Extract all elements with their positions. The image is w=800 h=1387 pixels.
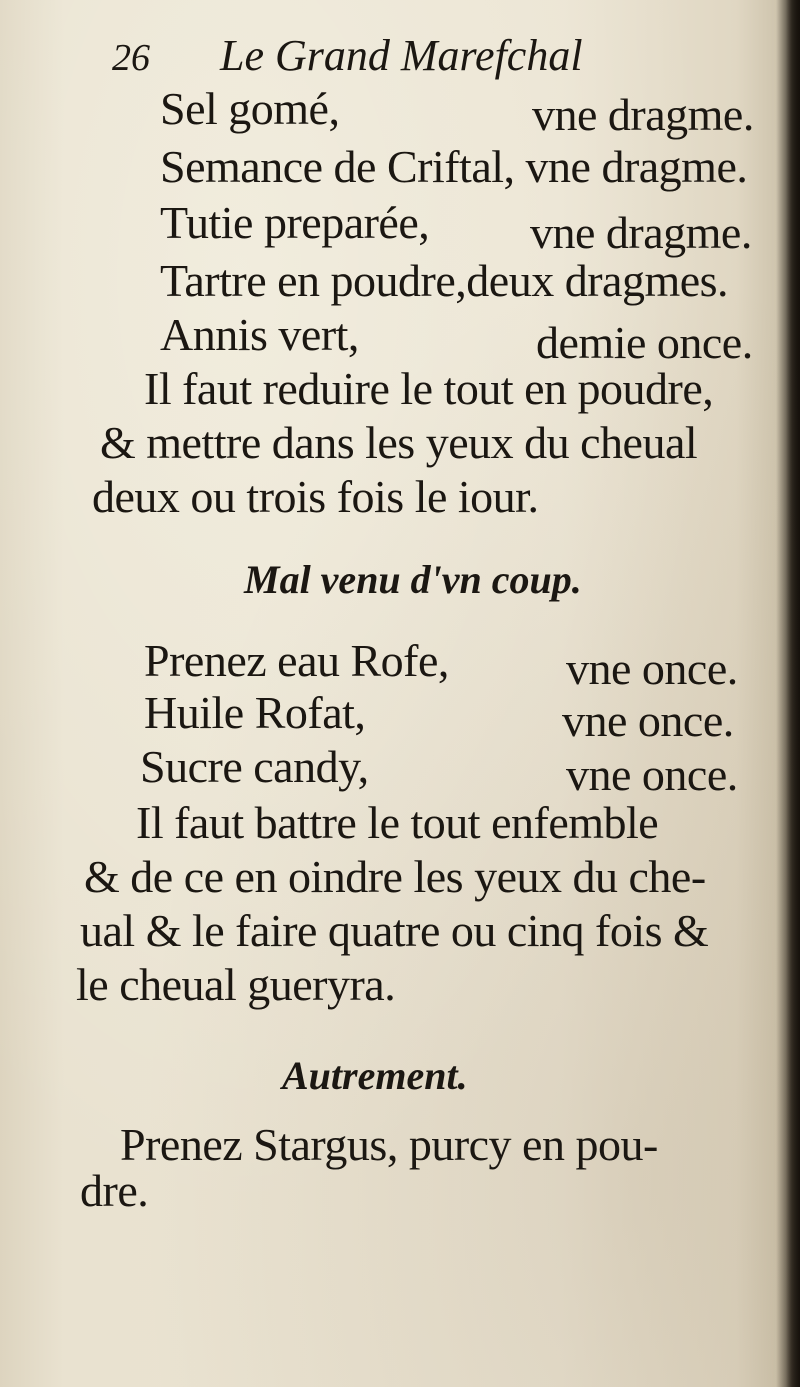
ingredient-7-qty: vne once. <box>562 695 734 746</box>
ingredient-8-qty: vne once. <box>566 749 738 800</box>
page-number: 26 <box>112 37 150 79</box>
ingredient-3-qty: vne dragme. <box>530 207 752 258</box>
ingredient-6-name: Prenez eau Rofe, <box>144 635 449 686</box>
instruction-2-line-2: & de ce en oindre les yeux du che- <box>84 851 706 902</box>
instruction-2-line-1: Il faut battre le tout enfemble <box>136 797 659 848</box>
ingredient-8-name: Sucre candy, <box>140 741 369 792</box>
ingredient-3-name: Tutie preparée, <box>160 197 430 248</box>
ingredient-1-qty: vne dragme. <box>532 89 754 140</box>
ingredient-1-name: Sel gomé, <box>160 83 340 134</box>
running-title: Le Grand Marefchal <box>220 31 583 80</box>
instruction-2-line-3: ual & le faire quatre ou cinq fois & <box>80 905 709 956</box>
section-heading-autrement: Autrement. <box>282 1053 468 1098</box>
instruction-1-line-1: Il faut reduire le tout en poudre, <box>144 363 714 414</box>
instruction-1-line-3: deux ou trois fois le iour. <box>92 471 539 522</box>
instruction-3-line-2: dre. <box>80 1165 149 1216</box>
ingredient-7-name: Huile Rofat, <box>144 687 366 738</box>
instruction-1-line-2: & mettre dans les yeux du cheual <box>100 417 698 468</box>
ingredient-2-line: Semance de Criftal, vne dragme. <box>160 141 748 192</box>
instruction-2-line-4: le cheual gueryra. <box>76 959 396 1010</box>
instruction-3-line-1: Prenez Stargus, purcy en pou- <box>120 1119 658 1170</box>
ingredient-5-qty: demie once. <box>536 317 753 368</box>
ingredient-4-line: Tartre en poudre,deux dragmes. <box>160 255 729 306</box>
ingredient-5-name: Annis vert, <box>160 309 359 360</box>
ingredient-6-qty: vne once. <box>566 643 738 694</box>
page-edge-shadow <box>786 0 800 1387</box>
section-heading-mal-venu: Mal venu d'vn coup. <box>244 557 582 602</box>
running-header <box>112 30 583 81</box>
